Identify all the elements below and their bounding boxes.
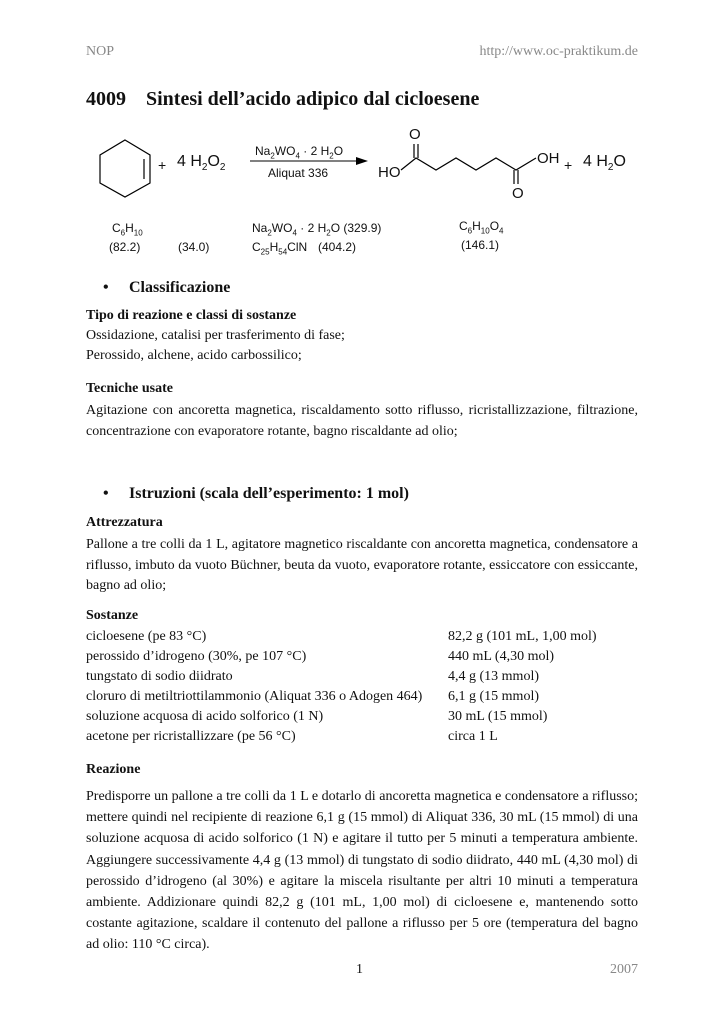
header-url-link[interactable]: http://www.oc-praktikum.de — [479, 44, 638, 59]
catalyst-o: O — [333, 144, 344, 158]
tecniche-heading: Tecniche usate — [86, 381, 173, 396]
tipo-line-2: Perossido, alchene, acido carbossilico; — [86, 348, 302, 363]
reazione-heading: Reazione — [86, 762, 141, 777]
adipic-acid-structure — [401, 144, 536, 184]
water-end: O — [613, 153, 626, 170]
scheme-plus-1: + — [158, 157, 167, 173]
atom-o-bottom: O — [512, 185, 524, 202]
substance-name: soluzione acquosa di acido solforico (1 N) — [86, 709, 324, 724]
substance-amount: 4,4 g (13 mmol) — [448, 669, 539, 684]
substance-name: cicloesene (pe 83 °C) — [86, 629, 207, 644]
catalyst-na: Na — [255, 144, 271, 158]
cyclohexene-mw: (82.2) — [109, 240, 141, 254]
tipo-line-1: Ossidazione, catalisi per trasferimento di fase; — [86, 328, 345, 343]
section-title: Classificazione — [129, 279, 231, 296]
title-text: Sintesi dell’acido adipico dal cicloesene — [146, 88, 480, 110]
h2o2-label: 4 $H_2O_2$ — [177, 153, 226, 174]
section-istruzioni — [103, 485, 409, 503]
substance-amount: 30 mL (15 mmol) — [448, 709, 548, 724]
product-formula: $C_6H_{10}O_4$ — [459, 219, 504, 236]
tipo-heading: Tipo di reazione e classi di sostanze — [86, 308, 297, 323]
cyclohexene-structure — [100, 140, 150, 197]
substance-name: perossido d’idrogeno (30%, pe 107 °C) — [86, 649, 307, 664]
catalyst-label: $Na_2WO_4 \cdot 2$ $H_2O$ — [255, 144, 344, 161]
h2o2-mw: (34.0) — [178, 240, 210, 254]
atom-ho: HO — [378, 164, 401, 181]
substance-name: acetone per ricristallizzare (pe 56 °C) — [86, 729, 296, 744]
page-number: 1 — [356, 962, 363, 977]
sostanze-heading: Sostanze — [86, 608, 139, 623]
cyclohexene-formula: $C_6H_{10}$ — [112, 221, 143, 238]
reazione-text: Predisporre un pallone a tre colli da 1 L e dotarlo di ancoretta magnetica e condensatore a riflusso; mettere quindi nel recipiente di reazione 6,1 g (15 mmol) di Aliquat 336, 30 mL (15 mmol) di una soluzione acquosa di acido solforico (1 N) e agitare il tutto per 5 minuti a temperatura ambiente. Aggiungere successivamente 4,4 g (13 mmol) di tungstato di sodio diidrato, 440 mL (4,30 mol) di perossido d’idrogeno (al 30%) e agitare la miscela risultante per altri 10 minuti a temperatura ambiente. Addizionare quindi 82,2 g (101 mL, 1,00 mol) di cicloesene e, mantenendo sotto costante agitazione, scaldare il contenuto del pallone a riflusso per 5 ore (temperatura del bagno ad olio: 110 °C circa). — [86, 789, 638, 953]
substance-amount: 6,1 g (15 mmol) — [448, 689, 539, 704]
catalyst-mw: (329.9) — [343, 221, 382, 235]
product-mw: (146.1) — [461, 238, 500, 252]
substance-amount: circa 1 L — [448, 729, 498, 744]
atom-o-top: O — [409, 126, 421, 143]
catalyst-water: · 2 H — [299, 144, 330, 158]
substance-amount: 82,2 g (101 mL, 1,00 mol) — [448, 629, 597, 644]
h2o2-coef: 4 H — [177, 153, 202, 170]
aliquat-label: Aliquat 336 — [268, 166, 329, 180]
attrezzatura-heading: Attrezzatura — [86, 515, 163, 530]
header-left: NOP — [86, 44, 115, 59]
title-number: 4009 — [86, 88, 126, 110]
catalyst-formula: $Na_2WO_4 \cdot 2$ $H_2O$ (329.9) — [252, 221, 382, 238]
bullet-icon: • — [103, 279, 109, 296]
aliquat-mw: (404.2) — [318, 240, 357, 254]
tecniche-text: Agitazione con ancoretta magnetica, riscaldamento sotto riflusso, ricristallizzazione, filtrazione, concentrazione con evaporatore rotante, bagno riscaldante ad olio; — [86, 403, 638, 439]
footer-year: 2007 — [610, 962, 638, 977]
substance-name: tungstato di sodio diidrato — [86, 669, 233, 684]
attrezzatura-text: Pallone a tre colli da 1 L, agitatore magnetico riscaldante con ancoretta magnetica, condensatore a riflusso, imbuto da vuoto Büchner, beuta da vuoto, evaporatore rotante, essiccatore con essiccante, bagno ad olio; — [86, 537, 638, 593]
section-classificazione — [103, 279, 230, 297]
water-label: 4 $H_2O$ — [583, 153, 626, 174]
substance-name: cloruro di metiltriottilammonio (Aliquat 336 o Adogen 464) — [86, 689, 423, 704]
aliquat-formula: $C_{25}H_{54}ClN$ — [252, 240, 308, 257]
catalyst-wo: WO — [274, 144, 296, 158]
water-coef: 4 H — [583, 153, 608, 170]
scheme-plus-2: + — [564, 157, 573, 173]
atom-oh: OH — [537, 150, 560, 167]
substance-amount: 440 mL (4,30 mol) — [448, 649, 555, 664]
section-title: Istruzioni (scala dell’esperimento: 1 mol) — [129, 485, 409, 502]
bullet-icon: • — [103, 485, 109, 502]
